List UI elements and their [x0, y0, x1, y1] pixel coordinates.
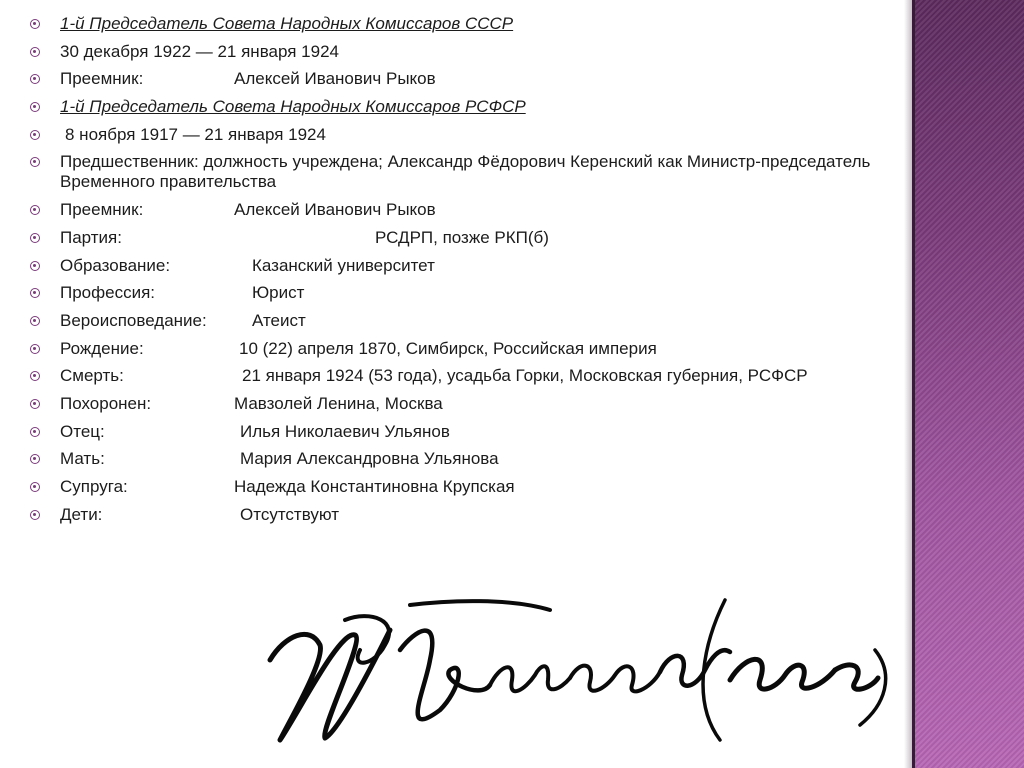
field-value: РСДРП, позже РКП(б) — [375, 227, 549, 247]
list-item-ussr-post — [30, 14, 910, 34]
list-item-predecessor — [30, 152, 910, 192]
list-item-burial — [30, 394, 910, 414]
list-item-successor-rsfsr — [30, 200, 910, 220]
field-label: Супруга: — [60, 477, 128, 496]
signature-image — [250, 590, 900, 755]
field-value: Илья Николаевич Ульянов — [240, 421, 450, 441]
list-item-rsfsr-post — [30, 97, 910, 117]
bullet-icon — [30, 261, 40, 271]
list-item-rsfsr-term — [30, 125, 910, 145]
link-rsfsr-sovnarkom-chairman[interactable]: 1-й Председатель Совета Народных Комиссаров РСФСР — [60, 97, 526, 117]
field-value: Алексей Иванович Рыков — [234, 200, 436, 220]
field-value: должность учреждена; Александр Фёдорович Керенский как Министр-председатель Временного правительства — [60, 152, 871, 192]
bullet-icon — [30, 205, 40, 215]
field-value: Юрист — [252, 283, 305, 303]
list-item-education — [30, 256, 910, 276]
field-label: Смерть: — [60, 366, 124, 386]
bullet-icon — [30, 157, 40, 167]
list-item-birth — [30, 339, 910, 359]
field-label: Вероисповедание: — [60, 310, 207, 330]
term-dates: 30 декабря 1922 — 21 января 1924 — [60, 41, 339, 61]
bullet-icon — [30, 233, 40, 243]
bullet-icon — [30, 427, 40, 437]
link-ussr-sovnarkom-chairman[interactable]: 1-й Председатель Совета Народных Комиссаров СССР — [60, 14, 514, 33]
bullet-icon — [30, 454, 40, 464]
field-value: Мария Александровна Ульянова — [240, 449, 499, 469]
bullet-icon — [30, 371, 40, 381]
bullet-icon — [30, 316, 40, 326]
bullet-icon — [30, 288, 40, 298]
bullet-icon — [30, 510, 40, 520]
bullet-icon — [30, 399, 40, 409]
field-value: Отсутствуют — [240, 504, 340, 524]
bullet-icon — [30, 130, 40, 140]
field-label: Мать: — [60, 449, 105, 469]
field-value: Надежда Константиновна Крупская — [234, 477, 515, 496]
info-list — [30, 14, 910, 532]
bullet-icon — [30, 102, 40, 112]
field-value: Алексей Иванович Рыков — [234, 69, 436, 89]
field-label: Дети: — [60, 504, 103, 524]
bullet-icon — [30, 47, 40, 57]
field-label: Отец: — [60, 421, 105, 441]
list-item-religion — [30, 311, 910, 331]
list-item-party — [30, 228, 910, 248]
field-value: 21 января 1924 (53 года), усадьба Горки, Московская губерния, РСФСР — [242, 366, 808, 386]
list-item-spouse — [30, 477, 910, 497]
term-dates: 8 ноября 1917 — 21 января 1924 — [65, 124, 326, 144]
list-item-children — [30, 505, 910, 525]
list-item-profession — [30, 283, 910, 303]
list-item-mother — [30, 449, 910, 469]
field-value: Атеист — [252, 310, 306, 330]
field-label: Рождение: — [60, 338, 144, 358]
decorative-side-stripe — [912, 0, 1024, 768]
bullet-icon — [30, 19, 40, 29]
list-item-ussr-term — [30, 42, 910, 62]
field-label: Образование: — [60, 255, 171, 275]
bullet-icon — [30, 344, 40, 354]
field-label: Преемник: — [60, 200, 144, 220]
field-value: 10 (22) апреля 1870, Симбирск, Российская империя — [239, 338, 657, 358]
field-label: Предшественник: — [60, 152, 199, 172]
bullet-icon — [30, 74, 40, 84]
bullet-icon — [30, 482, 40, 492]
field-value: Мавзолей Ленина, Москва — [234, 393, 443, 413]
field-label: Похоронен: — [60, 393, 152, 413]
list-item-father — [30, 422, 910, 442]
field-label: Преемник: — [60, 69, 144, 89]
field-label: Профессия: — [60, 283, 155, 303]
list-item-successor-ussr — [30, 69, 910, 89]
list-item-death — [30, 366, 910, 386]
field-value: Казанский университет — [252, 255, 435, 275]
field-label: Партия: — [60, 227, 122, 247]
